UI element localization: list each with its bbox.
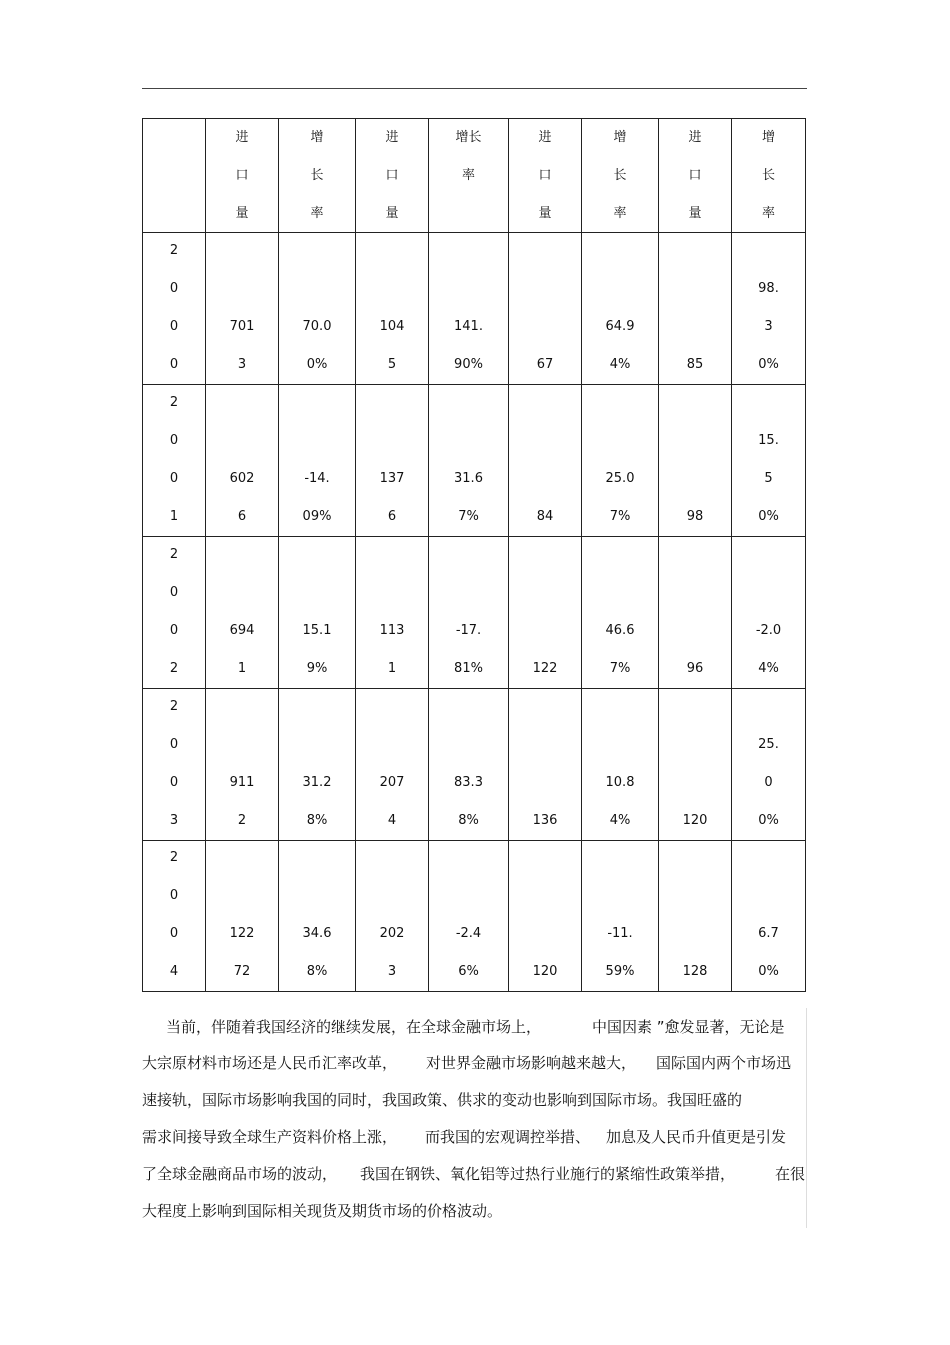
cell-text: -11.: [607, 926, 633, 941]
cell-text: 4%: [758, 661, 779, 676]
value-cell: [659, 233, 732, 385]
cell-text: 4%: [609, 813, 631, 828]
paragraph-line: 当前，伴随着我国经济的继续发展，在全球金融市场上，: [166, 1018, 542, 1036]
cell-text: 98: [686, 509, 704, 524]
cell-text: 25.0: [605, 471, 635, 486]
cell-text: 0: [764, 775, 773, 790]
cell-text: -2.0: [755, 623, 782, 638]
cell-text: 84: [536, 509, 554, 524]
value-cell: [279, 233, 356, 385]
header-text: 率: [613, 206, 627, 221]
cell-text: 46.6: [605, 623, 635, 638]
cell-text: 90%: [454, 357, 483, 372]
paragraph-line: 加息及人民币升值更是引发: [606, 1128, 787, 1146]
cell-text: 7%: [609, 661, 631, 676]
header-text: 增长: [455, 130, 482, 145]
value-cell: [356, 537, 429, 689]
cell-text: 120: [682, 813, 708, 828]
cell-text: 6%: [458, 964, 479, 979]
value-cell: [509, 385, 582, 537]
header-text: 长: [310, 168, 324, 183]
table-row: [143, 537, 806, 689]
header-text: 增: [310, 130, 324, 145]
value-cell: [732, 385, 806, 537]
year-digit: 2: [169, 699, 179, 714]
header-cell: [732, 119, 806, 233]
cell-text: 694: [229, 623, 255, 638]
table-row: [143, 689, 806, 841]
cell-text: 9%: [306, 661, 328, 676]
year-cell: [143, 233, 206, 385]
value-cell: [206, 841, 279, 992]
header-text: 长: [613, 168, 627, 183]
value-cell: [279, 841, 356, 992]
value-cell: [206, 537, 279, 689]
cell-text: 122: [532, 661, 558, 676]
header-cell: [509, 119, 582, 233]
year-digit: 2: [169, 850, 179, 865]
value-cell: [582, 385, 659, 537]
cell-text: 128: [682, 964, 708, 979]
value-cell: [732, 841, 806, 992]
value-cell: [356, 385, 429, 537]
year-digit: 0: [169, 926, 179, 941]
value-cell: [659, 537, 732, 689]
cell-text: 1: [237, 661, 247, 676]
value-cell: [279, 689, 356, 841]
cell-text: 0%: [758, 813, 779, 828]
cell-text: 122: [229, 926, 255, 941]
header-cell: [582, 119, 659, 233]
header-cell: [429, 119, 509, 233]
cell-text: 104: [379, 319, 405, 334]
header-text: 口: [538, 168, 552, 183]
paragraph-line: 速接轨，国际市场影响我国的同时，我国政策、供求的变动也影响到国际市场。我国旺盛的: [142, 1091, 743, 1109]
value-cell: [509, 537, 582, 689]
year-digit: 3: [169, 813, 179, 828]
cell-text: 81%: [454, 661, 483, 676]
header-text: 量: [235, 206, 249, 221]
cell-text: 8%: [306, 813, 328, 828]
paragraph-line: 对世界金融市场影响越来越大，: [426, 1054, 637, 1072]
year-digit: 0: [169, 888, 179, 903]
value-cell: [732, 233, 806, 385]
cell-text: 4: [387, 813, 397, 828]
cell-text: 8%: [458, 813, 479, 828]
cell-text: 911: [229, 775, 255, 790]
cell-text: 67: [536, 357, 554, 372]
header-text: 口: [688, 168, 702, 183]
year-digit: 0: [169, 737, 179, 752]
cell-text: 2: [237, 813, 247, 828]
cell-text: 59%: [605, 964, 635, 979]
cell-text: 8%: [306, 964, 328, 979]
paragraph-line: 需求间接导致全球生产资料价格上涨，: [142, 1128, 398, 1146]
value-cell: [732, 537, 806, 689]
header-text: 口: [235, 168, 249, 183]
cell-text: 141.: [454, 319, 483, 334]
cell-text: 09%: [302, 509, 332, 524]
paragraph-line: 我国在钢铁、氧化铝等过热行业施行的紧缩性政策举措，: [360, 1165, 736, 1183]
cell-text: 0%: [758, 357, 779, 372]
header-text: 增: [613, 130, 627, 145]
year-digit: 1: [169, 509, 179, 524]
header-text: 进: [538, 130, 552, 145]
header-cell: [659, 119, 732, 233]
value-cell: [582, 537, 659, 689]
value-cell: [206, 689, 279, 841]
cell-text: 98.: [758, 281, 779, 296]
header-text: 率: [761, 206, 775, 221]
paragraph-line: 大程度上影响到国际相关现货及期货市场的价格波动。: [142, 1202, 503, 1220]
table-row: [143, 385, 806, 537]
cell-text: 207: [379, 775, 405, 790]
cell-text: 3: [764, 319, 773, 334]
cell-text: 701: [229, 319, 255, 334]
header-corner-cell: [143, 119, 206, 233]
value-cell: [509, 233, 582, 385]
cell-text: 136: [532, 813, 558, 828]
cell-text: 4%: [609, 357, 631, 372]
value-cell: [732, 689, 806, 841]
header-text: 增: [761, 130, 775, 145]
cell-text: 602: [229, 471, 255, 486]
value-cell: [582, 689, 659, 841]
cell-text: 83.3: [454, 775, 483, 790]
cell-text: 0%: [306, 357, 328, 372]
top-rule: [142, 88, 807, 89]
cell-text: 3: [387, 964, 397, 979]
year-cell: [143, 689, 206, 841]
value-cell: [429, 385, 509, 537]
cell-text: -2.4: [455, 926, 482, 941]
value-cell: [659, 689, 732, 841]
value-cell: [659, 385, 732, 537]
value-cell: [206, 385, 279, 537]
paragraph-line: 国际国内两个市场迅: [656, 1054, 792, 1072]
cell-text: 64.9: [605, 319, 635, 334]
value-cell: [279, 385, 356, 537]
header-text: 量: [538, 206, 552, 221]
table-row: [143, 841, 806, 992]
value-cell: [429, 841, 509, 992]
year-digit: 0: [169, 433, 179, 448]
year-digit: 0: [169, 281, 179, 296]
year-cell: [143, 841, 206, 992]
cell-text: 15.: [758, 433, 779, 448]
cell-text: 31.6: [454, 471, 483, 486]
year-cell: [143, 385, 206, 537]
header-text: 进: [688, 130, 702, 145]
cell-text: 0%: [758, 509, 779, 524]
body-paragraph: [142, 1008, 807, 1228]
header-text: 长: [761, 168, 775, 183]
paragraph-line: 中国因素 ”愈发显著，无论是: [592, 1018, 785, 1036]
year-digit: 0: [169, 319, 179, 334]
year-digit: 0: [169, 585, 179, 600]
value-cell: [582, 841, 659, 992]
cell-text: 7%: [458, 509, 479, 524]
header-text: 率: [461, 168, 475, 183]
value-cell: [659, 841, 732, 992]
cell-text: 120: [532, 964, 558, 979]
cell-text: 3: [237, 357, 247, 372]
paragraph-line: 大宗原材料市场还是人民币汇率改革，: [142, 1054, 398, 1072]
value-cell: [429, 233, 509, 385]
cell-text: 6: [237, 509, 247, 524]
year-digit: 2: [169, 661, 179, 676]
header-text: 进: [235, 130, 249, 145]
value-cell: [429, 537, 509, 689]
header-text: 量: [385, 206, 399, 221]
year-digit: 0: [169, 471, 179, 486]
cell-text: 10.8: [605, 775, 635, 790]
year-digit: 2: [169, 395, 179, 410]
cell-text: 25.: [758, 737, 779, 752]
value-cell: [206, 233, 279, 385]
cell-text: 96: [686, 661, 704, 676]
cell-text: 34.6: [302, 926, 332, 941]
cell-text: 7%: [609, 509, 631, 524]
value-cell: [356, 689, 429, 841]
header-text: 进: [385, 130, 399, 145]
cell-text: 85: [686, 357, 704, 372]
cell-text: -17.: [455, 623, 482, 638]
value-cell: [509, 841, 582, 992]
year-digit: 2: [169, 547, 179, 562]
cell-text: 137: [379, 471, 405, 486]
cell-text: 1: [387, 661, 397, 676]
import-growth-table: [142, 118, 806, 992]
year-digit: 0: [169, 357, 179, 372]
header-cell: [206, 119, 279, 233]
value-cell: [582, 233, 659, 385]
paragraph-line: 在很: [775, 1165, 806, 1183]
year-digit: 0: [169, 623, 179, 638]
header-text: 口: [385, 168, 399, 183]
cell-text: 5: [764, 471, 773, 486]
year-digit: 0: [169, 775, 179, 790]
cell-text: -14.: [304, 471, 330, 486]
cell-text: 113: [379, 623, 405, 638]
cell-text: 15.1: [302, 623, 332, 638]
paragraph-line: 而我国的宏观调控举措、: [425, 1128, 591, 1146]
cell-text: 72: [233, 964, 251, 979]
paragraph-line: 了全球金融商品市场的波动，: [142, 1165, 338, 1183]
cell-text: 5: [387, 357, 397, 372]
header-text: 量: [688, 206, 702, 221]
header-text: 率: [310, 206, 324, 221]
year-digit: 2: [169, 243, 179, 258]
table-row: [143, 233, 806, 385]
year-cell: [143, 537, 206, 689]
cell-text: 31.2: [302, 775, 332, 790]
table-header-row: [143, 119, 806, 233]
value-cell: [356, 233, 429, 385]
value-cell: [356, 841, 429, 992]
header-cell: [356, 119, 429, 233]
cell-text: 70.0: [302, 319, 332, 334]
value-cell: [509, 689, 582, 841]
year-digit: 4: [169, 964, 179, 979]
cell-text: 0%: [758, 964, 779, 979]
cell-text: 202: [379, 926, 405, 941]
header-cell: [279, 119, 356, 233]
cell-text: 6.7: [758, 926, 779, 941]
cell-text: 6: [387, 509, 397, 524]
value-cell: [279, 537, 356, 689]
value-cell: [429, 689, 509, 841]
